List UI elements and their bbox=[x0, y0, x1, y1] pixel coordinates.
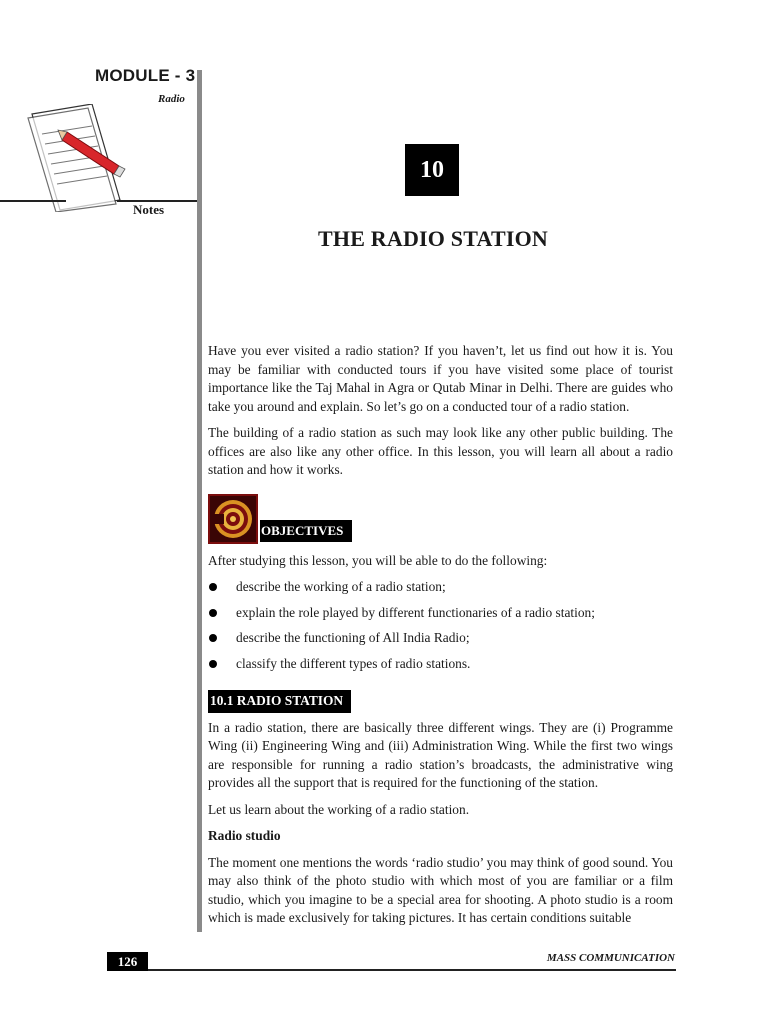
margin-divider bbox=[197, 70, 202, 932]
list-item: describe the working of a radio station; bbox=[208, 578, 673, 597]
objectives-target-icon bbox=[208, 494, 258, 544]
section-paragraph-1: In a radio station, there are basically three different wings. They are (i) Programme Wing (ii) Engineering Wing and (iii) Administration Wing. While the first two wings are responsible for running a radio station’s broadcasts, the administrative wing provides all the support that is required for the functioning of the station. bbox=[208, 719, 673, 790]
notes-pencil-icon bbox=[22, 104, 132, 212]
chapter-title: THE RADIO STATION bbox=[318, 226, 548, 251]
list-item: explain the role played by different functionaries of a radio station; bbox=[208, 604, 673, 623]
list-item: classify the different types of radio stations. bbox=[208, 655, 673, 674]
module-subtitle: Radio bbox=[158, 93, 185, 105]
notes-label: Notes bbox=[133, 202, 165, 217]
bullet-icon bbox=[209, 583, 217, 591]
notes-rule-left bbox=[0, 200, 66, 202]
intro-paragraph-2: The building of a radio station as such may look like any other public building. The offices are also like any other office. In this lesson, you will learn all about a radio station and how it works. bbox=[208, 425, 673, 477]
main-content bbox=[208, 342, 673, 936]
intro-paragraph-1: Have you ever visited a radio station? If you haven’t, let us find out how it is. You may be familiar with conducted tours if you have visited some place of tourist importance like the Taj Mahal in Agra or Qutab Minar in Delhi. There are guides who take you around and explain. So let’s go on a conducted tour of a radio station. bbox=[208, 343, 673, 414]
section-paragraph-2: Let us learn about the working of a radio station. bbox=[208, 801, 470, 817]
module-title: MODULE - 3 bbox=[95, 66, 196, 85]
section-paragraph-3: The moment one mentions the words ‘radio studio’ you may think of good sound. You may also think of the photo studio with which most of you are familiar or a film studio, which you imagine to be a special area for shooting. A photo studio is a room which is made exclusively for taking pictures. It has certain conditions suitable bbox=[208, 854, 673, 925]
page-number: 126 bbox=[107, 952, 148, 971]
running-title: MASS COMMUNICATION bbox=[546, 952, 675, 964]
objectives-list bbox=[208, 578, 673, 673]
list-item: describe the functioning of All India Radio; bbox=[208, 629, 673, 648]
footer-rule bbox=[148, 969, 676, 971]
chapter-number: 10 bbox=[405, 144, 459, 196]
bullet-icon bbox=[209, 660, 217, 668]
subheading: Radio studio bbox=[208, 828, 281, 843]
objectives-label: OBJECTIVES bbox=[260, 520, 352, 542]
bullet-icon bbox=[209, 634, 217, 642]
section-heading: 10.1 RADIO STATION bbox=[208, 690, 351, 713]
objectives-lead: After studying this lesson, you will be able to do the following: bbox=[208, 552, 548, 568]
bullet-icon bbox=[209, 609, 217, 617]
objectives-header bbox=[208, 494, 673, 548]
